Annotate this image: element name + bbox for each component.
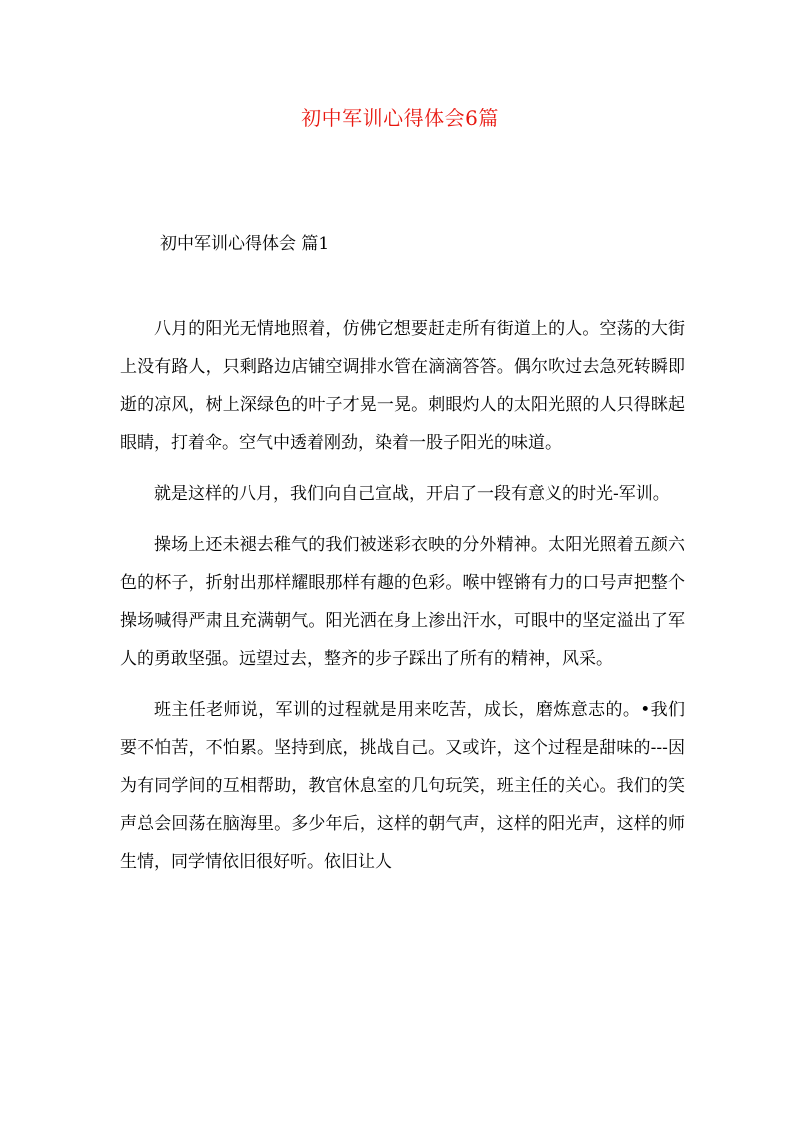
paragraph-3: 操场上还未褪去稚气的我们被迷彩衣映的分外精神。太阳光照着五颜六色的杯子，折射出那样耀眼那样有趣的色彩。喉中铿锵有力的口号声把整个操场喊得严肃且充满朝气。阳光洒在身上渗出汗水，可眼中的坚定溢出了军人的勇敢坚强。远望过去，整齐的步子踩出了所有的精神，风采。 [120, 535, 685, 669]
document-body [120, 310, 685, 894]
paragraph-4: 班主任老师说，军训的过程就是用来吃苦，成长，磨炼意志的。•我们要不怕苦，不怕累。坚持到底，挑战自己。又或许，这个过程是甜味的---因为有同学间的互相帮助，教官休息室的几句玩笑，班主任的关心。我们的笑声总会回荡在脑海里。多少年后，这样的朝气声，这样的阳光声，这样的师生情，同学情依旧很好听。依旧让人 [120, 700, 685, 872]
paragraph-2: 就是这样的八月，我们向自己宣战，开启了一段有意义的时光-军训。 [154, 484, 670, 504]
document-title: 初中军训心得体会6篇 [301, 106, 499, 130]
paragraph-1: 八月的阳光无情地照着，仿佛它想要赶走所有街道上的人。空荡的大街上没有路人，只剩路边店铺空调排水管在滴滴答答。偶尔吹过去急死转瞬即逝的凉风，树上深绿色的叶子才晃一晃。刺眼灼人的太阳光照的人只得眯起眼睛，打着伞。空气中透着刚劲，染着一股子阳光的味道。 [120, 319, 685, 453]
section-heading: 初中军训心得体会 篇1 [160, 234, 330, 254]
